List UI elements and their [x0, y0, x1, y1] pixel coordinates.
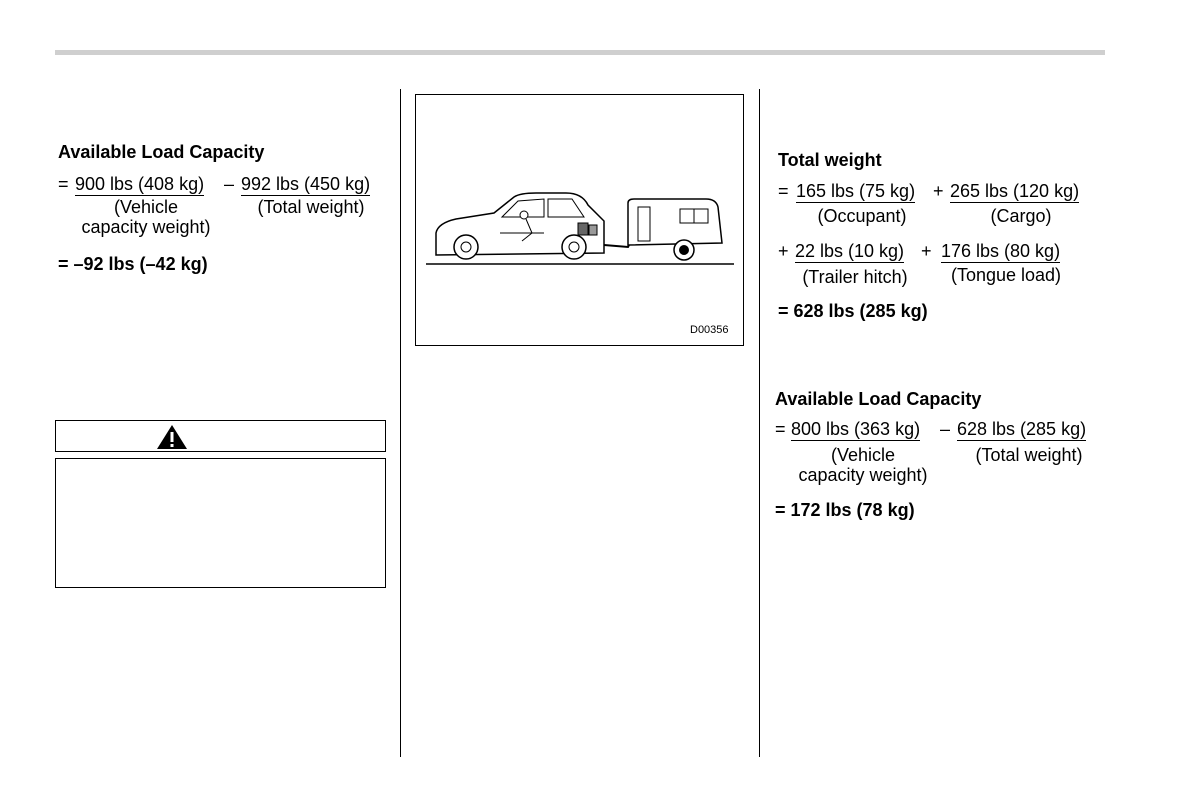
total-eq-prefix: = [778, 181, 789, 201]
occupant-caption: (Occupant) [817, 206, 907, 226]
column-divider-left [400, 89, 401, 757]
left-term-vehicle-capacity: 900 lbs (408 kg) [75, 174, 205, 194]
figure-code: D00356 [690, 324, 729, 336]
trailer-hitch-caption: (Trailer hitch) [802, 267, 908, 287]
left-result: = –92 lbs (–42 kg) [58, 254, 208, 274]
warning-body-box [55, 458, 386, 588]
right-term-vehicle-capacity: 800 lbs (363 kg) [791, 419, 921, 439]
plus-sign-2: + [778, 241, 789, 261]
right-caption-vehicle [788, 445, 938, 485]
plus-sign-3: + [921, 241, 932, 261]
total-weight-heading: Total weight [778, 150, 882, 170]
plus-sign-1: + [933, 181, 944, 201]
trailer-hitch-value: 22 lbs (10 kg) [795, 241, 905, 261]
left-caption-vehicle-line1: (Vehicle [113, 197, 179, 217]
right-caption-vehicle-line2: capacity weight) [798, 465, 928, 485]
right-minus-sign: – [940, 419, 951, 439]
cargo-weight-value: 265 lbs (120 kg) [950, 181, 1080, 201]
left-capacity-heading: Available Load Capacity [58, 142, 265, 162]
left-caption-vehicle-line2: capacity weight) [81, 217, 211, 237]
car-towing-trailer-illustration [416, 95, 743, 345]
right-caption-vehicle-line1: (Vehicle [830, 445, 896, 465]
right-capacity-result: = 172 lbs (78 kg) [775, 500, 915, 520]
warning-header-bar [55, 420, 386, 452]
total-weight-result: = 628 lbs (285 kg) [778, 301, 928, 321]
right-term-total-weight: 628 lbs (285 kg) [957, 419, 1087, 439]
column-divider-right [759, 89, 760, 757]
left-caption-vehicle [72, 197, 220, 237]
right-capacity-heading: Available Load Capacity [775, 389, 982, 409]
left-minus-sign: – [224, 174, 235, 194]
tongue-load-value: 176 lbs (80 kg) [941, 241, 1061, 261]
left-eq-prefix: = [58, 174, 69, 194]
header-rule [55, 50, 1105, 55]
tongue-load-caption: (Tongue load) [950, 265, 1062, 285]
figure-car-trailer [415, 94, 744, 346]
left-term-total-weight: 992 lbs (450 kg) [241, 174, 371, 194]
occupant-weight-value: 165 lbs (75 kg) [796, 181, 916, 201]
right-eq-prefix: = [775, 419, 786, 439]
cargo-caption: (Cargo) [990, 206, 1052, 226]
left-caption-total-weight: (Total weight) [257, 197, 365, 217]
right-caption-total-weight: (Total weight) [975, 445, 1083, 465]
warning-triangle-icon [156, 424, 188, 450]
